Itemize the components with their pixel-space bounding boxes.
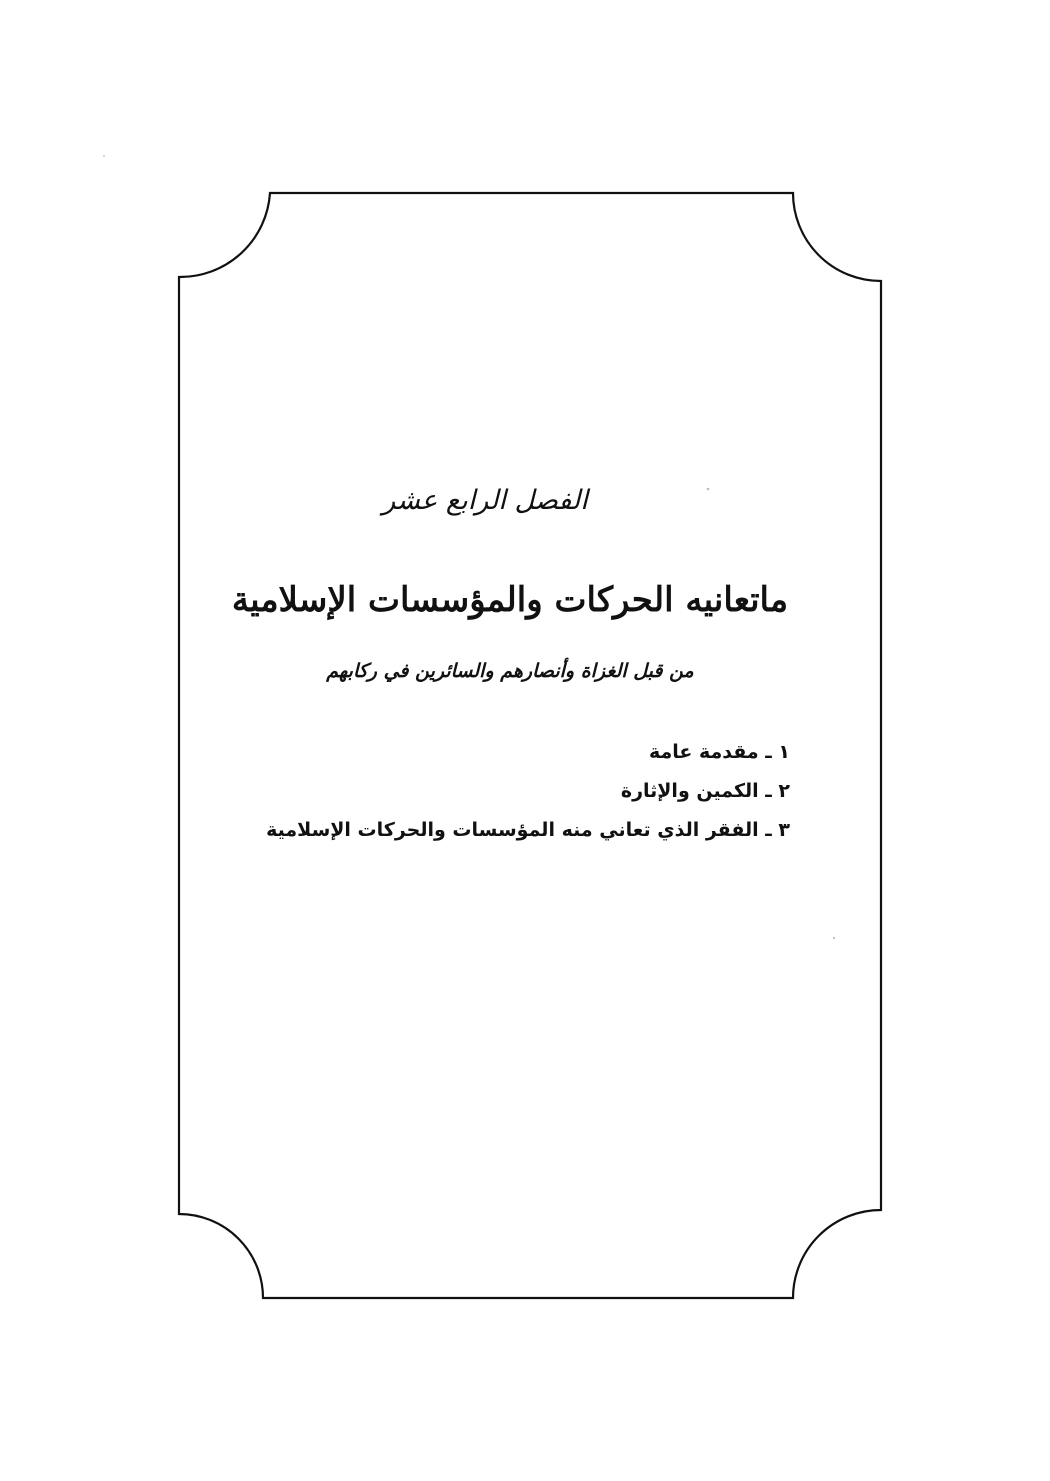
list-item: ٢ ـ الكمين والإثارة — [620, 780, 790, 802]
paper-speck — [833, 937, 835, 939]
list-item: ٣ ـ الفقر الذي تعاني منه المؤسسات والحركات الإسلامية — [266, 819, 790, 841]
chapter-subtitle: من قبل الغزاة وأنصارهم والسائرين في ركابهم — [326, 660, 694, 682]
chapter-title: ماتعانيه الحركات والمؤسسات الإسلامية — [231, 580, 789, 620]
chapter-contents-list — [230, 733, 790, 850]
list-item: ١ ـ مقدمة عامة — [648, 741, 790, 763]
paper-speck — [103, 155, 105, 157]
chapter-number-heading: الفصل الرابع عشر — [382, 485, 588, 516]
